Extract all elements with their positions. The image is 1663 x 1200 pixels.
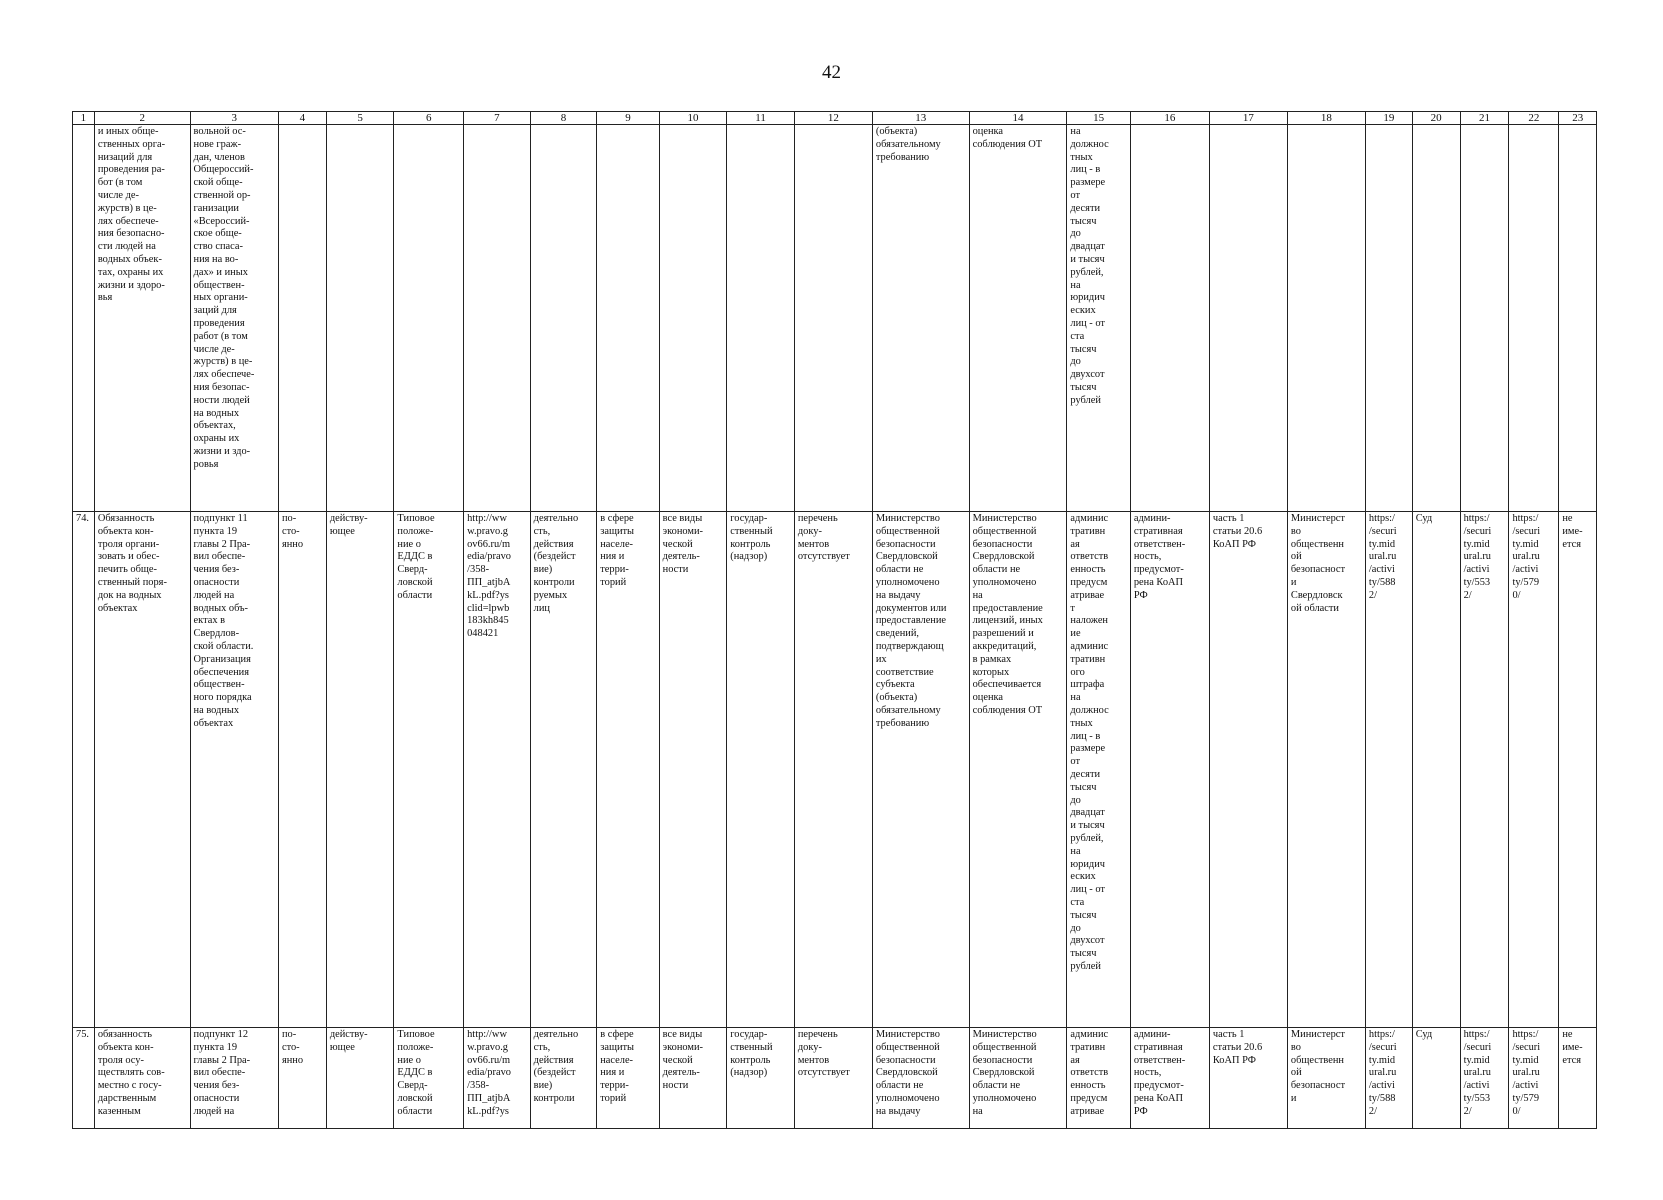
table-cell: [794, 512, 872, 1028]
table-cell: [1460, 125, 1509, 512]
page-number: 42: [822, 62, 841, 83]
table-cell: [464, 1028, 531, 1129]
cell-text: вольной ос- нове граж- дан, членов Общероссий- ской обще- ственной ор- ганизации «Всероссий- ское обще- ство спаса- ния на во- дах» и иных обществен- ных органи- заций для проведения работ (в том числе де- журств) в це- лях обеспече- ния безопас- ности людей на водных объектах, охраны их жизни и здо- ровья: [193, 126, 255, 470]
table-cell: [94, 512, 190, 1028]
table-cell: [794, 1028, 872, 1129]
table-cell: [1365, 1028, 1412, 1129]
column-header: 14: [969, 112, 1067, 125]
column-header: 12: [794, 112, 872, 125]
cell-text: Суд: [1415, 513, 1433, 524]
table-cell: [1509, 1028, 1559, 1129]
cell-text: и иных обще- ственных орга- низаций для проведения ра- бот (в том числе де- журств) в це- лях обеспече- ния безопасно- сти людей на водных объек- тах, охраны их жизни и здоро- вья: [97, 126, 166, 304]
table-cell: [394, 512, 464, 1028]
cell-text: (объекта) обязательному требованию: [875, 126, 941, 163]
table-cell: [969, 1028, 1067, 1129]
table-cell: [659, 125, 727, 512]
cell-text: http://ww w.pravo.g ov66.ru/m edia/pravo /358- ПП_atjbA kL.pdf?ys: [467, 1029, 511, 1117]
table-cell: [1287, 512, 1365, 1028]
table-cell: [326, 512, 394, 1028]
column-header: 8: [530, 112, 597, 125]
column-header: 3: [190, 112, 278, 125]
table-cell: [1067, 1028, 1130, 1129]
table-cell: [1209, 125, 1287, 512]
cell-text: оценка соблюдения ОТ: [972, 126, 1043, 150]
cell-text: не име- ется: [1562, 1029, 1583, 1066]
column-header: 22: [1509, 112, 1559, 125]
cell-text: Министерст во общественн ой безопасност и Свердловск ой области: [1290, 513, 1345, 614]
table-cell: [278, 125, 326, 512]
table-cell: [1287, 125, 1365, 512]
cell-text: 75.: [76, 1029, 89, 1040]
table-cell: [530, 1028, 597, 1129]
cell-text: обязанность объекта кон- троля осу- ществлять сов- местно с госу- дарственным казенным: [97, 1029, 165, 1117]
table-cell: [530, 512, 597, 1028]
cell-text: Министерство общественной безопасности Свердловской области не уполномочено на выдачу: [875, 1029, 940, 1117]
column-header: 7: [464, 112, 531, 125]
table-cell: [969, 125, 1067, 512]
column-header: 2: [94, 112, 190, 125]
table-cell: [190, 125, 278, 512]
table-cell: [326, 1028, 394, 1129]
cell-text: в сфере защиты населе- ния и терри- торий: [600, 1029, 635, 1104]
cell-text: подпункт 12 пункта 19 главы 2 Пра- вил обеспе- чения без- опасности людей на: [193, 1029, 251, 1117]
table-cell: [1460, 512, 1509, 1028]
cell-text: действу- ющее: [329, 513, 368, 537]
table-cell: [872, 125, 969, 512]
table-cell: [597, 512, 659, 1028]
cell-text: Министерст во общественн ой безопасност и: [1290, 1029, 1345, 1104]
table-cell: [73, 125, 95, 512]
table-cell: [969, 512, 1067, 1028]
table-cell: [1412, 512, 1460, 1028]
header-row: [73, 112, 1597, 125]
table-cell: [597, 125, 659, 512]
table-cell: [1509, 125, 1559, 512]
cell-text: часть 1 статьи 20.6 КоАП РФ: [1212, 513, 1263, 550]
cell-text: по- сто- янно: [281, 513, 304, 550]
cell-text: Типовое положе- ние о ЕДДС в Сверд- ловской области: [397, 1029, 435, 1117]
cell-text: https:/ /securi ty.mid ural.ru /activi ty/588 2/: [1368, 513, 1397, 601]
table-cell: [1130, 512, 1209, 1028]
column-header: 21: [1460, 112, 1509, 125]
column-header: 1: [73, 112, 95, 125]
column-header: 23: [1559, 112, 1597, 125]
table-row: [73, 1028, 1597, 1129]
cell-text: деятельно сть, действия (бездейст вие) контроли: [533, 1029, 579, 1104]
table-row: [73, 125, 1597, 512]
column-header: 11: [727, 112, 795, 125]
table-cell: [727, 512, 795, 1028]
column-header: 17: [1209, 112, 1287, 125]
cell-text: государ- ственный контроль (надзор): [730, 1029, 773, 1079]
column-header: 19: [1365, 112, 1412, 125]
cell-text: подпункт 11 пункта 19 главы 2 Пра- вил обеспе- чения без- опасности людей на водных объ- ектах в Свердлов- ской области. Организация обеспечения обществен- ного порядка на водных объектах: [193, 513, 254, 729]
cell-text: не име- ется: [1562, 513, 1583, 550]
cell-text: в сфере защиты населе- ния и терри- торий: [600, 513, 635, 588]
cell-text: деятельно сть, действия (бездейст вие) контроли руемых лиц: [533, 513, 579, 614]
cell-text: по- сто- янно: [281, 1029, 304, 1066]
table-cell: [530, 125, 597, 512]
table-cell: [597, 1028, 659, 1129]
column-header: 5: [326, 112, 394, 125]
table-cell: [1559, 1028, 1597, 1129]
cell-text: перечень доку- ментов отсутствует: [797, 1029, 850, 1079]
cell-text: Министерство общественной безопасности Свердловской области не уполномочено на выдачу документов или предоставление сведений, подтверждающ их соответствие субъекта (объекта) обязательному требованию: [875, 513, 947, 729]
cell-text: админи- стративная ответствен- ность, предусмот- рена КоАП РФ: [1133, 1029, 1186, 1117]
table-cell: [73, 1028, 95, 1129]
table-cell: [1365, 512, 1412, 1028]
table-cell: [464, 512, 531, 1028]
column-header: 18: [1287, 112, 1365, 125]
column-header: 4: [278, 112, 326, 125]
cell-text: http://ww w.pravo.g ov66.ru/m edia/pravo /358- ПП_atjbA kL.pdf?ys clid=lpwb 183kh845 048421: [467, 513, 511, 640]
column-header: 20: [1412, 112, 1460, 125]
table-cell: [394, 1028, 464, 1129]
table-cell: [659, 1028, 727, 1129]
cell-text: https:/ /securi ty.mid ural.ru /activi ty/588 2/: [1368, 1029, 1397, 1117]
table-row: [73, 512, 1597, 1028]
column-header: 6: [394, 112, 464, 125]
table-cell: [1365, 125, 1412, 512]
table-cell: [278, 1028, 326, 1129]
table-cell: [1412, 125, 1460, 512]
cell-text: все виды экономи- ческой деятель- ности: [662, 513, 703, 576]
table-cell: [1067, 512, 1130, 1028]
column-header: 15: [1067, 112, 1130, 125]
table-cell: [1130, 125, 1209, 512]
cell-text: Министерство общественной безопасности Свердловской области не уполномочено на предоставление лицензий, иных разрешений и аккредитаций, в рамках которых обеспечивается оценка соблюдения ОТ: [972, 513, 1043, 716]
cell-text: действу- ющее: [329, 1029, 368, 1053]
table-cell: [727, 125, 795, 512]
cell-text: часть 1 статьи 20.6 КоАП РФ: [1212, 1029, 1263, 1066]
cell-text: 74.: [76, 513, 89, 524]
cell-text: государ- ственный контроль (надзор): [730, 513, 773, 563]
table-cell: [1460, 1028, 1509, 1129]
table-cell: [190, 1028, 278, 1129]
table-cell: [872, 512, 969, 1028]
cell-text: Типовое положе- ние о ЕДДС в Сверд- ловской области: [397, 513, 435, 601]
cell-text: Обязанность объекта кон- троля органи- зовать и обес- печить обще- ственный поря- док на водных объектах: [97, 513, 167, 614]
cell-text: https:/ /securi ty.mid ural.ru /activi ty/553 2/: [1463, 513, 1492, 601]
cell-text: https:/ /securi ty.mid ural.ru /activi ty/553 2/: [1463, 1029, 1492, 1117]
cell-text: все виды экономи- ческой деятель- ности: [662, 1029, 703, 1092]
cell-text: на должнос тных лиц - в размере от десяти тысяч до двадцат и тысяч рублей, на юридич еских лиц - от ста тысяч до двухсот тысяч рублей: [1070, 126, 1109, 406]
table-cell: [464, 125, 531, 512]
table-cell: [278, 512, 326, 1028]
column-header: 13: [872, 112, 969, 125]
cell-text: Суд: [1415, 1029, 1433, 1040]
table-cell: [1287, 1028, 1365, 1129]
table-cell: [94, 1028, 190, 1129]
table-cell: [73, 512, 95, 1028]
cell-text: Министерство общественной безопасности Свердловской области не уполномочено на: [972, 1029, 1037, 1117]
regulation-table: [72, 111, 1597, 1129]
table-cell: [190, 512, 278, 1028]
column-header: 10: [659, 112, 727, 125]
table-cell: [659, 512, 727, 1028]
cell-text: https:/ /securi ty.mid ural.ru /activi ty/579 0/: [1512, 1029, 1541, 1117]
table-cell: [872, 1028, 969, 1129]
column-header: 16: [1130, 112, 1209, 125]
table-cell: [727, 1028, 795, 1129]
table-cell: [1209, 512, 1287, 1028]
cell-text: админис тративн ая ответств енность предусм атривае т наложен ие админис тративн ого штрафа на должнос тных лиц - в размере от десяти тысяч до двадцат и тысяч рублей, на юридич еских лиц - от ста тысяч до двухсот тысяч рублей: [1070, 513, 1109, 972]
table-cell: [326, 125, 394, 512]
table-cell: [394, 125, 464, 512]
table-cell: [1559, 512, 1597, 1028]
cell-text: админи- стративная ответствен- ность, предусмот- рена КоАП РФ: [1133, 513, 1186, 601]
cell-text: перечень доку- ментов отсутствует: [797, 513, 850, 563]
table-cell: [94, 125, 190, 512]
cell-text: админис тративн ая ответств енность предусм атривае: [1070, 1029, 1109, 1117]
table-cell: [1509, 512, 1559, 1028]
table-cell: [1067, 125, 1130, 512]
table-cell: [794, 125, 872, 512]
column-header: 9: [597, 112, 659, 125]
table-cell: [1559, 125, 1597, 512]
table-cell: [1412, 1028, 1460, 1129]
table-cell: [1209, 1028, 1287, 1129]
cell-text: https:/ /securi ty.mid ural.ru /activi ty/579 0/: [1512, 513, 1541, 601]
table-cell: [1130, 1028, 1209, 1129]
